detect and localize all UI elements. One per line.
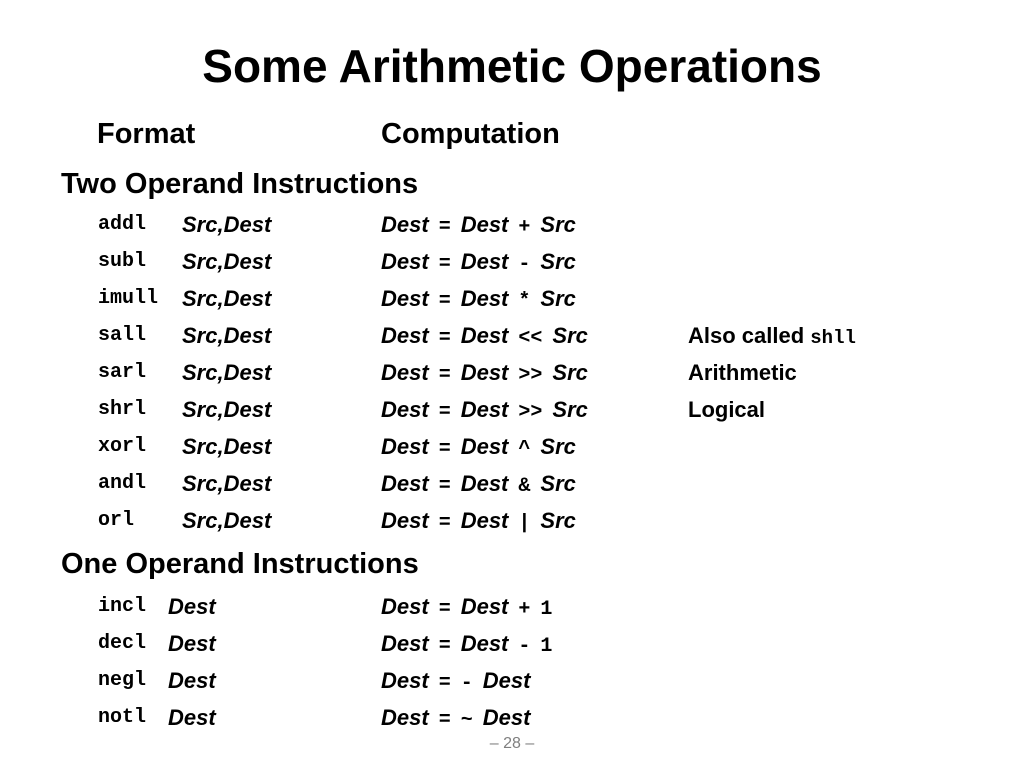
instruction-row xyxy=(0,662,1024,699)
instruction-note: Logical xyxy=(688,397,766,422)
operands: Src,Dest xyxy=(182,249,272,274)
instruction-row xyxy=(0,625,1024,662)
mnemonic: sall xyxy=(98,324,147,347)
instruction-row xyxy=(0,243,1024,280)
mnemonic: decl xyxy=(98,632,147,655)
two-operand-heading: Two Operand Instructions xyxy=(61,168,419,200)
mnemonic: sarl xyxy=(98,361,147,384)
mnemonic: andl xyxy=(98,472,147,495)
operands: Src,Dest xyxy=(182,434,272,459)
computation-column-header: Computation xyxy=(381,118,560,150)
computation: Dest = Dest - 1 xyxy=(381,631,553,658)
computation: Dest = Dest * Src xyxy=(381,286,576,313)
page-number: – 28 – xyxy=(489,735,535,752)
instruction-row xyxy=(0,699,1024,736)
computation: Dest = Dest << Src xyxy=(381,323,588,350)
computation: Dest = Dest | Src xyxy=(381,508,576,535)
instruction-row xyxy=(0,206,1024,243)
operands: Dest xyxy=(168,631,216,656)
slide-title: Some Arithmetic Operations xyxy=(202,40,822,92)
operands: Dest xyxy=(168,594,216,619)
computation: Dest = - Dest xyxy=(381,668,531,695)
instruction-row xyxy=(0,465,1024,502)
computation: Dest = ~ Dest xyxy=(381,705,531,732)
computation: Dest = Dest - Src xyxy=(381,249,576,276)
instruction-row xyxy=(0,588,1024,625)
mnemonic: orl xyxy=(98,509,135,532)
computation: Dest = Dest ^ Src xyxy=(381,434,576,461)
mnemonic: shrl xyxy=(98,398,147,421)
instruction-note: Also called shll xyxy=(688,323,856,349)
mnemonic: notl xyxy=(98,706,147,729)
computation: Dest = Dest + 1 xyxy=(381,594,553,621)
mnemonic: imull xyxy=(98,287,159,310)
mnemonic: incl xyxy=(98,595,147,618)
operands: Dest xyxy=(168,705,216,730)
instruction-row xyxy=(0,280,1024,317)
instruction-row xyxy=(0,317,1024,354)
format-column-header: Format xyxy=(97,118,196,150)
operands: Src,Dest xyxy=(182,397,272,422)
operands: Src,Dest xyxy=(182,508,272,533)
mnemonic: addl xyxy=(98,213,147,236)
operands: Src,Dest xyxy=(182,286,272,311)
computation: Dest = Dest >> Src xyxy=(381,360,588,387)
mnemonic: negl xyxy=(98,669,147,692)
instruction-note: Arithmetic xyxy=(688,360,797,385)
operands: Src,Dest xyxy=(182,360,272,385)
computation: Dest = Dest & Src xyxy=(381,471,576,498)
instruction-row xyxy=(0,502,1024,539)
instruction-row xyxy=(0,354,1024,391)
instruction-row xyxy=(0,428,1024,465)
computation: Dest = Dest + Src xyxy=(381,212,576,239)
operands: Src,Dest xyxy=(182,212,272,237)
one-operand-heading: One Operand Instructions xyxy=(61,548,419,580)
computation: Dest = Dest >> Src xyxy=(381,397,588,424)
operands: Src,Dest xyxy=(182,323,272,348)
operands: Dest xyxy=(168,668,216,693)
operands: Src,Dest xyxy=(182,471,272,496)
instruction-row xyxy=(0,391,1024,428)
mnemonic: subl xyxy=(98,250,147,273)
mnemonic: xorl xyxy=(98,435,147,458)
